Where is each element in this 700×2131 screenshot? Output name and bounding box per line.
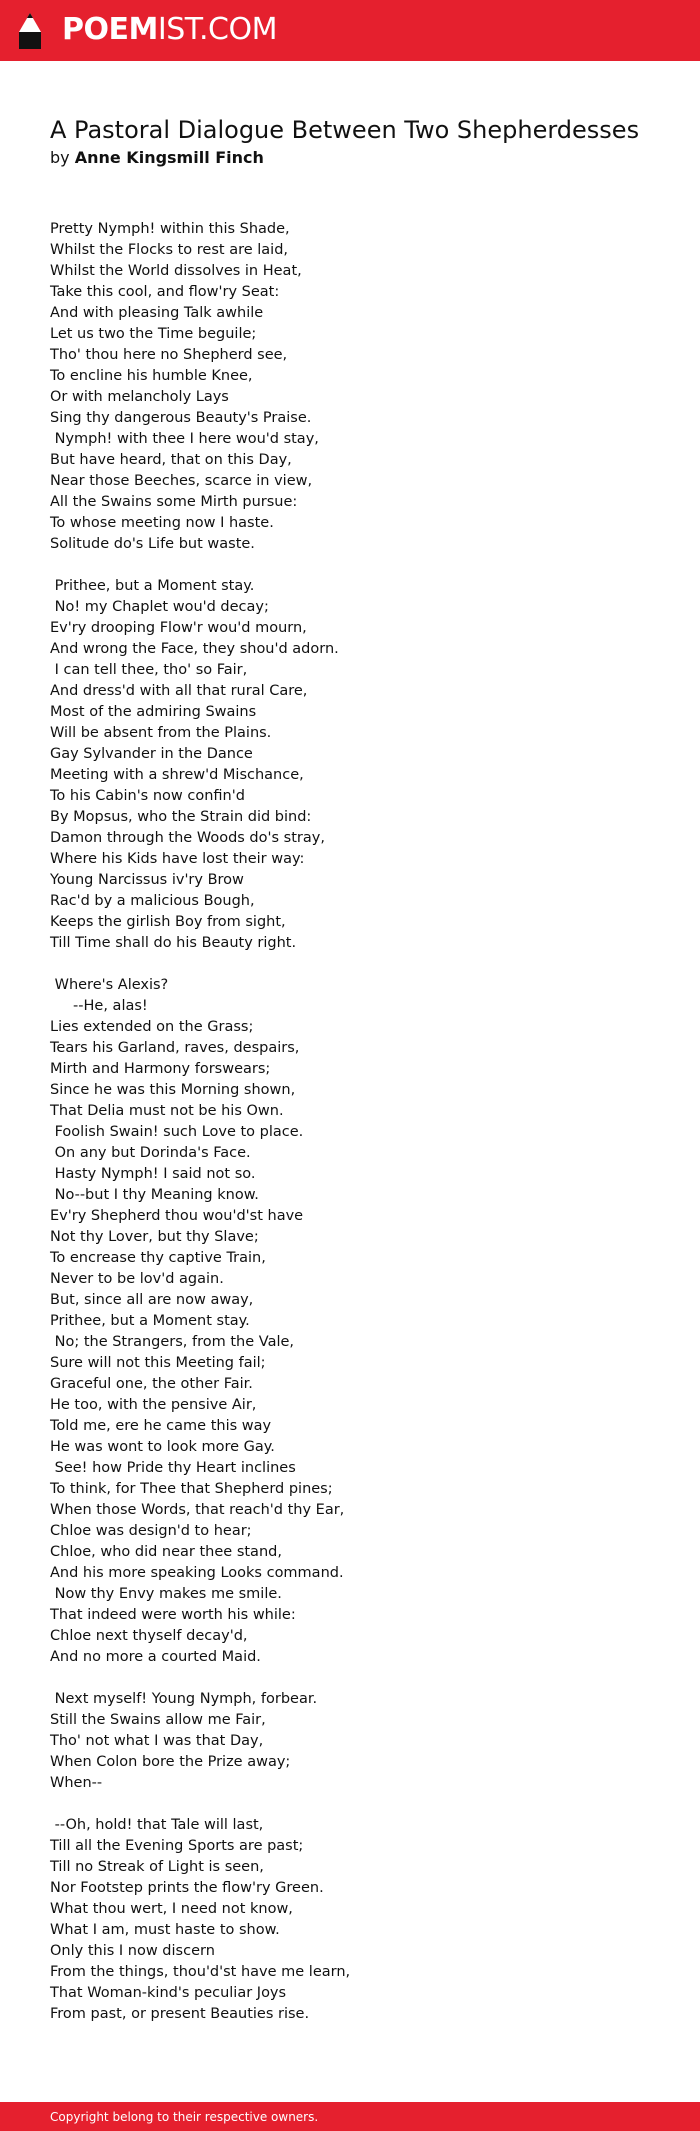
byline: [50, 148, 264, 167]
logo-light-text: IST.COM: [157, 12, 277, 47]
poem-text: Pretty Nymph! within this Shade, Whilst the Flocks to rest are laid, Whilst the World dissolves in Heat, Take this cool, and flow'ry Seat: And with pleasing Talk awhile Let us two the Time beguile; Tho' thou here no Shepherd see, To encline his humble Knee, Or with melancholy Lays Sing thy dangerous Beauty's Praise. Nymph! with thee I here wou'd stay, But have heard, that on this Day, Near those Beeches, scarce in view, All the Swains some Mirth pursue: To whose meeting now I haste. Solitude do's Life but waste. Prithee, but a Moment stay. No! my Chaplet wou'd decay; Ev'ry drooping Flow'r wou'd mourn, And wrong the Face, they shou'd adorn. I can tell thee, tho' so Fair, And dress'd with all that rural Care, Most of the admiring Swains Will be absent from the Plains. Gay Sylvander in the Dance Meeting with a shrew'd Mischance, To his Cabin's now confin'd By Mopsus, who the Strain did bind: Damon through the Woods do's stray, Where his Kids have lost their way: Young Narcissus iv'ry Brow Rac'd by a malicious Bough, Keeps the girlish Boy from sight, Till Time shall do his Beauty right. Where's Alexis? --He, alas! Lies extended on the Grass; Tears his Garland, raves, despairs, Mirth and Harmony forswears; Since he was this Morning shown, That Delia must not be his Own. Foolish Swain! such Love to place. On any but Dorinda's Face. Hasty Nymph! I said not so. No--but I thy Meaning know. Ev'ry Shepherd thou wou'd'st have Not thy Lover, but thy Slave; To encrease thy captive Train, Never to be lov'd again. But, since all are now away, Prithee, but a Moment stay. No; the Strangers, from the Vale, Sure will not this Meeting fail; Graceful one, the other Fair. He too, with the pensive Air, Told me, ere he came this way He was wont to look more Gay. See! how Pride thy Heart inclines To think, for Thee that Shepherd pines; When those Words, that reach'd thy Ear, Chloe was design'd to hear; Chloe, who did near thee stand, And his more speaking Looks command. Now thy Envy makes me smile. That indeed were worth his while: Chloe next thyself decay'd, And no more a courted Maid. Next myself! Young Nymph, forbear. Still the Swains allow me Fair, Tho' not what I was that Day, When Colon bore the Prize away; When-- --Oh, hold! that Tale will last, Till all the Evening Sports are past; Till no Streak of Light is seen, Nor Footstep prints the flow'ry Green. What thou wert, I need not know, What I am, must haste to show. Only this I now discern From the things, thou'd'st have me learn, That Woman-kind's peculiar Joys From past, or present Beauties rise.: [50, 221, 351, 2022]
pencil-tip-icon[interactable]: [17, 12, 43, 50]
author-link[interactable]: Anne Kingsmill Finch: [74, 148, 264, 167]
by-prefix: by: [50, 148, 75, 167]
logo-bold-text: POEM: [62, 12, 158, 47]
site-header: [0, 0, 700, 61]
copyright-notice: Copyright belong to their respective owners.: [50, 2110, 319, 2124]
site-logo-link[interactable]: [62, 11, 277, 49]
poem-title: A Pastoral Dialogue Between Two Shepherdesses: [50, 116, 640, 144]
site-footer: [0, 2102, 700, 2131]
